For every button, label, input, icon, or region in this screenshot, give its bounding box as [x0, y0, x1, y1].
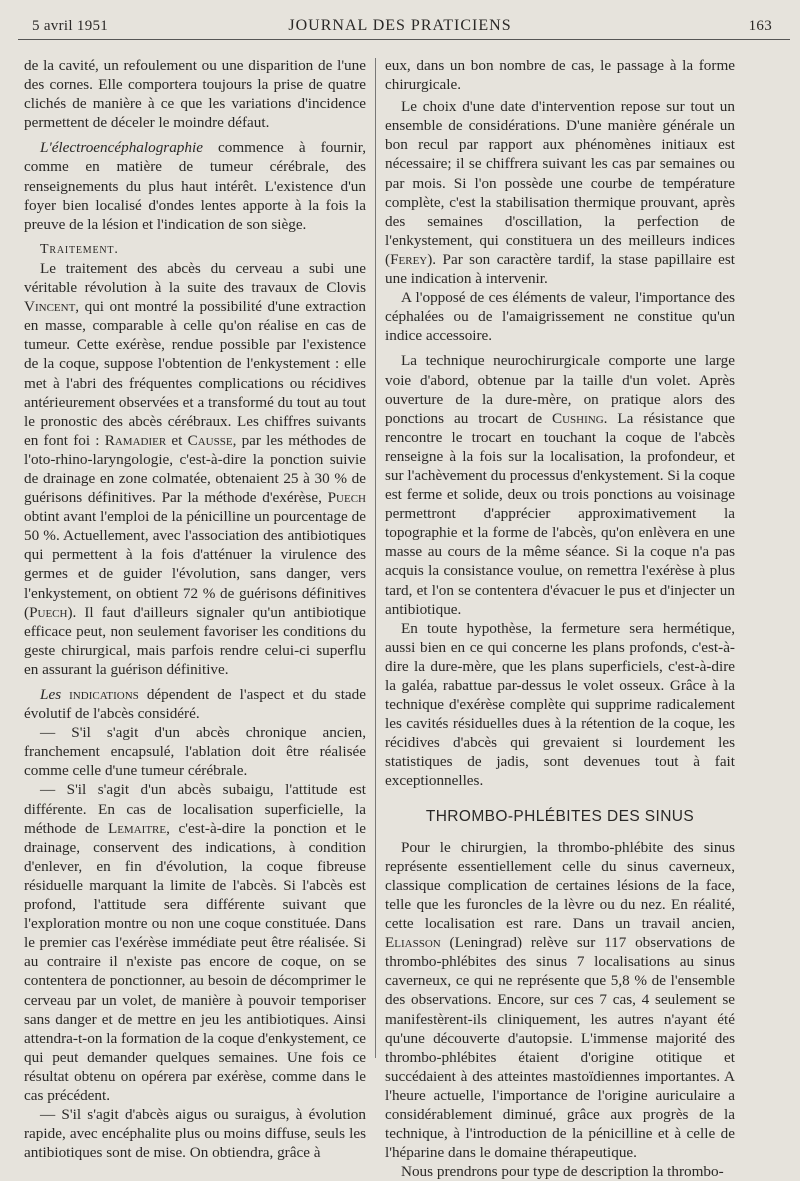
- paragraph: Le choix d'une date d'intervention repose sur tout un ensemble de considérations. D'une manière générale un bon recul par rapport aux phénomènes initiaux est nécessaire; il se chiffrera suivant les cas par semaines ou par mois. Si l'on possède une courbe de température complète, c'est la stabilisation thermique prouvant, après des semaines d'oscillation, la perfection de l'enkystement, qui constituera un des meilleurs indices (Ferey). Par son caractère tardif, la stase papillaire est une indication à intervenir.: [385, 98, 735, 288]
- paragraph: — S'il s'agit d'abcès aigus ou suraigus, à évolution rapide, avec encéphalite plus ou moins diffuse, seuls les antibiotiques sont de mise. On obtiendra, grâce à: [24, 1106, 366, 1162]
- left-column: [24, 56, 367, 1162]
- paragraph: Le traitement des abcès du cerveau a subi une véritable révolution à la suite des travaux de Clovis Vincent, qui ont montré la possibilité d'une extraction en masse, comparable à celle qu'on réalise en cas de tumeur. Cette exérèse, rendue possible par l'existence de la coque, suppose l'obtention de l'enkystement : elle met à l'abri des fréquentes complications ou récidives antérieurement observées et a transformé du tout au tout le pronostic des abcès cérébraux. Les chiffres suivants en font foi : Ramadier et Causse, par les méthodes de l'oto-rhino-laryngologie, c'est-à-dire la ponction suivie de drainage en zone colmatée, obtenaient 25 à 30 % de guérisons définitives. Par la méthode d'exérèse, Puech obtint avant l'emploi de la pénicilline un pourcentage de 50 %. Actuellement, avec l'association des antibiotiques qui permettent à la fois d'atténuer la virulence des germes et de guider l'évolution, sans danger, vers l'enkystement, on obtient 72 % de guérisons définitives (Puech). Il faut d'ailleurs signaler qu'un antibiotique efficace peut, non seulement favoriser les conditions du geste chirurgical, mais parfois rendre celui-ci superflu en assurant la guérison définitive.: [24, 259, 367, 678]
- author-name: Puech: [29, 603, 68, 621]
- author-name: Eliasson: [385, 934, 441, 952]
- right-column: [385, 56, 736, 1181]
- paragraph: En toute hypothèse, la fermeture sera hermétique, aussi bien en ce qui concerne les plans profonds, c'est-à-dire la dure-mère, que les plans superficiels, c'est-à-dire la galéa, rabattue par-dessus le volet osseux. Grâce à la technique d'exérèse complète qui supprime radicalement les cavités résiduelles dues à la rétention de la coque, les récidives d'abcès qui grevaient si lourdement les statistiques de jadis, sont devenues tout à fait exceptionnelles.: [385, 619, 735, 790]
- author-name: Lemaitre: [107, 819, 167, 837]
- header-page-number: 163: [748, 18, 772, 34]
- term-small-caps: indications: [61, 686, 139, 703]
- section-title-thrombo-phlebites: THROMBO-PHLÉBITES DES SINUS: [425, 807, 695, 825]
- paragraph: de la cavité, un refoulement ou une disparition de l'une des cornes. Elle comportera toujours la prise de quatre clichés de manière à ce que les variations d'incidence permettent de déceler le moindre défaut.: [24, 57, 366, 132]
- author-name: Puech: [327, 489, 366, 507]
- running-header: [0, 14, 800, 40]
- author-name: Vincent: [24, 298, 76, 316]
- paragraph: — S'il s'agit d'un abcès chronique ancien, franchement encapsulé, l'ablation doit être réalisée comme celle d'une tumeur cérébrale.: [24, 724, 366, 780]
- paragraph: eux, dans un bon nombre de cas, le passage à la forme chirurgicale.: [385, 57, 735, 94]
- author-name: Ferey: [390, 250, 428, 268]
- author-name: Ramadier: [104, 431, 167, 449]
- header-date: 5 avril 1951: [32, 18, 109, 34]
- author-name: Cushing: [551, 409, 604, 427]
- paragraph: La technique neurochirurgicale comporte une large voie d'abord, obtenue par la taille d'un volet. Après ouverture de la dure-mère, on pratique alors des ponctions au trocart de Cushing. La résistance que rencontre le trocart en touchant la coque de l'abcès renseigne à la fois sur la localisation, la profondeur, et sur l'achèvement du processus d'enkystement. Si la coque est ferme et solide, deux ou trois ponctions au voisinage permettront d'apprécier approximativement la topographie et la forme de l'abcès, qu'on enlèvera en une masse au cours de la même séance. Si la coque n'a pas acquis la consistance voulue, on remettra l'exérèse à plus tard, et l'on se contentera d'évacuer le pus et d'injecter un antibiotique.: [385, 352, 736, 618]
- column-divider: [375, 58, 376, 1058]
- paragraph: Nous prendrons pour type de description la thrombo-: [401, 1163, 724, 1181]
- header-rule: [18, 39, 790, 40]
- paragraph: A l'opposé de ces éléments de valeur, l'importance des céphalées ou de l'amaigrissement ne constitue qu'un indice accessoire.: [385, 289, 735, 345]
- paragraph: Les indications dépendent de l'aspect et du stade évolutif de l'abcès considéré.: [24, 686, 366, 723]
- section-heading-traitement: Traitement.: [40, 241, 119, 257]
- header-journal-title: JOURNAL DES PRATICIENS: [288, 17, 512, 34]
- paragraph: Pour le chirurgien, la thrombo-phlébite des sinus représente essentiellement celle du sinus caverneux, classique complication de certaines lésions de la face, telle que les furoncles de la lèvre ou du nez. En réalité, cette localisation est rare. Dans un travail ancien, Eliasson (Leningrad) relève sur 117 observations de thrombo-phlébites des sinus 7 localisations au sinus caverneux, ce qui ne représente que 5,8 % de l'ensemble des observations. Encore, sur ces 7 cas, 4 seulement se manifestèrent-ils cliniquement, les autres n'ayant été qu'une découverte d'autopsie. L'immense majorité des thrombo-phlébites étaient d'origine otitique et succédaient à des atteintes mastoïdiennes importantes. A l'heure actuelle, l'importance de l'origine auriculaire a considérablement diminué, grâce aux progrès de la technique, à l'introduction de la pénicilline et à celle de l'héparine dans le domaine thérapeutique.: [385, 838, 735, 1162]
- paragraph: — S'il s'agit d'un abcès subaigu, l'attitude est différente. En cas de localisation superficielle, la méthode de Lemaitre, c'est-à-dire la ponction et le drainage, conservent des indications, à condition d'enlever, en fin d'évolution, la coque fibreuse résiduelle marquant la limite de l'abcès. Si l'abcès est profond, l'attitude sera différente suivant que l'exploration montre ou non une coque constituée. Dans le premier cas l'exérèse immédiate peut être réalisée. Si au contraire il n'existe pas encore de coque, on se contentera de ponctionner, au besoin de décomprimer le cerveau par un volet, de manière à pouvoir temporiser sans danger et de mettre en jeu les antibiotiques. Ainsi attendra-t-on la formation de la coque d'enkystement, ce qui peut demander quelques semaines. Une fois ce résultat obtenu on opérera par exérèse, comme dans le cas précédent.: [24, 781, 366, 1104]
- author-name: Causse: [187, 431, 233, 449]
- term-italic: L'électroencéphalographie: [40, 139, 203, 157]
- paragraph: L'électroencéphalographie commence à fournir, comme en matière de tumeur cérébrale, des renseignements du plus haut intérêt. L'existence d'un foyer bien localisé d'ondes lentes apporte à la fois la preuve de la lésion et l'indication de son siège.: [24, 139, 366, 233]
